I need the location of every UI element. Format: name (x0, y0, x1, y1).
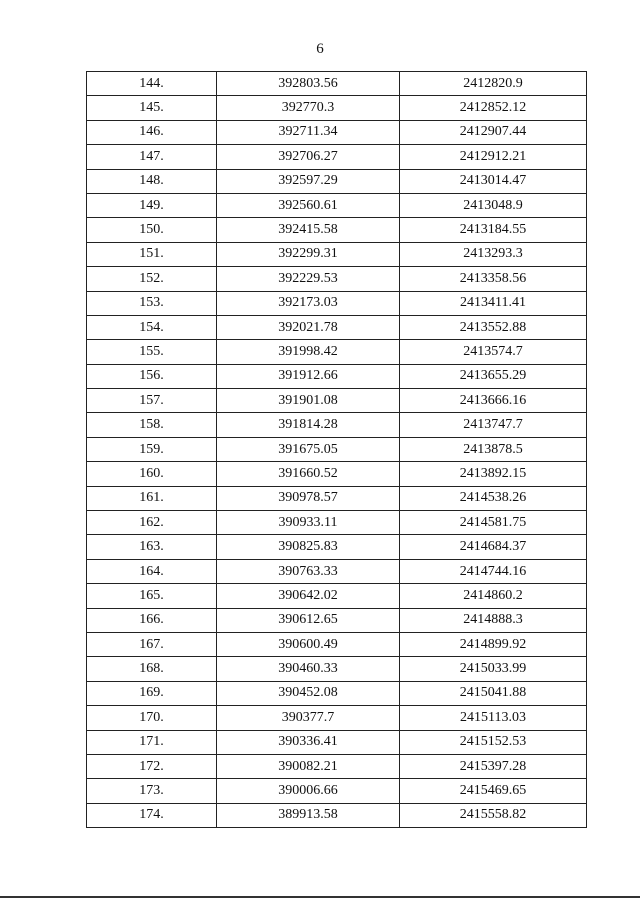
x-coordinate-cell: 390460.33 (217, 657, 400, 681)
table-row (87, 315, 587, 339)
point-number-cell: 162. (87, 511, 217, 535)
x-coordinate-cell: 392706.27 (217, 145, 400, 169)
point-number-cell: 166. (87, 608, 217, 632)
table-row (87, 681, 587, 705)
point-number-cell: 168. (87, 657, 217, 681)
y-coordinate-cell: 2413574.7 (400, 340, 587, 364)
x-coordinate-cell: 392597.29 (217, 169, 400, 193)
x-coordinate-cell: 392770.3 (217, 96, 400, 120)
table-row (87, 535, 587, 559)
page-number: 6 (316, 41, 324, 57)
x-coordinate-cell: 392803.56 (217, 72, 400, 96)
y-coordinate-cell: 2413358.56 (400, 267, 587, 291)
x-coordinate-cell: 391912.66 (217, 364, 400, 388)
point-number-cell: 174. (87, 803, 217, 827)
y-coordinate-cell: 2414684.37 (400, 535, 587, 559)
coordinates-table-body (87, 72, 587, 828)
point-number-cell: 151. (87, 242, 217, 266)
point-number-cell: 163. (87, 535, 217, 559)
point-number-cell: 149. (87, 193, 217, 217)
x-coordinate-cell: 392299.31 (217, 242, 400, 266)
table-row (87, 120, 587, 144)
point-number-cell: 156. (87, 364, 217, 388)
y-coordinate-cell: 2413014.47 (400, 169, 587, 193)
table-row (87, 584, 587, 608)
x-coordinate-cell: 391814.28 (217, 413, 400, 437)
table-row (87, 657, 587, 681)
point-number-cell: 165. (87, 584, 217, 608)
point-number-cell: 157. (87, 389, 217, 413)
x-coordinate-cell: 392415.58 (217, 218, 400, 242)
table-row (87, 437, 587, 461)
y-coordinate-cell: 2413411.41 (400, 291, 587, 315)
point-number-cell: 164. (87, 559, 217, 583)
y-coordinate-cell: 2414888.3 (400, 608, 587, 632)
point-number-cell: 170. (87, 706, 217, 730)
table-row (87, 559, 587, 583)
y-coordinate-cell: 2412907.44 (400, 120, 587, 144)
point-number-cell: 171. (87, 730, 217, 754)
x-coordinate-cell: 390763.33 (217, 559, 400, 583)
x-coordinate-cell: 390642.02 (217, 584, 400, 608)
x-coordinate-cell: 392560.61 (217, 193, 400, 217)
table-row (87, 364, 587, 388)
table-row (87, 779, 587, 803)
y-coordinate-cell: 2414744.16 (400, 559, 587, 583)
x-coordinate-cell: 390336.41 (217, 730, 400, 754)
x-coordinate-cell: 391998.42 (217, 340, 400, 364)
x-coordinate-cell: 392173.03 (217, 291, 400, 315)
table-row (87, 242, 587, 266)
table-row (87, 145, 587, 169)
point-number-cell: 169. (87, 681, 217, 705)
y-coordinate-cell: 2413048.9 (400, 193, 587, 217)
point-number-cell: 159. (87, 437, 217, 461)
x-coordinate-cell: 390006.66 (217, 779, 400, 803)
x-coordinate-cell: 392021.78 (217, 315, 400, 339)
x-coordinate-cell: 390377.7 (217, 706, 400, 730)
y-coordinate-cell: 2413184.55 (400, 218, 587, 242)
point-number-cell: 160. (87, 462, 217, 486)
table-row (87, 486, 587, 510)
table-row (87, 267, 587, 291)
y-coordinate-cell: 2414538.26 (400, 486, 587, 510)
y-coordinate-cell: 2414581.75 (400, 511, 587, 535)
point-number-cell: 153. (87, 291, 217, 315)
table-row (87, 754, 587, 778)
y-coordinate-cell: 2415033.99 (400, 657, 587, 681)
x-coordinate-cell: 390825.83 (217, 535, 400, 559)
coordinates-table (86, 71, 587, 828)
x-coordinate-cell: 389913.58 (217, 803, 400, 827)
point-number-cell: 146. (87, 120, 217, 144)
y-coordinate-cell: 2414899.92 (400, 632, 587, 656)
y-coordinate-cell: 2415152.53 (400, 730, 587, 754)
x-coordinate-cell: 391660.52 (217, 462, 400, 486)
table-row (87, 462, 587, 486)
point-number-cell: 152. (87, 267, 217, 291)
x-coordinate-cell: 390082.21 (217, 754, 400, 778)
y-coordinate-cell: 2413878.5 (400, 437, 587, 461)
table-row (87, 169, 587, 193)
table-row (87, 413, 587, 437)
x-coordinate-cell: 392711.34 (217, 120, 400, 144)
bottom-rule (0, 896, 640, 898)
point-number-cell: 144. (87, 72, 217, 96)
point-number-cell: 158. (87, 413, 217, 437)
x-coordinate-cell: 391675.05 (217, 437, 400, 461)
table-row (87, 608, 587, 632)
y-coordinate-cell: 2413747.7 (400, 413, 587, 437)
x-coordinate-cell: 390600.49 (217, 632, 400, 656)
point-number-cell: 154. (87, 315, 217, 339)
y-coordinate-cell: 2412820.9 (400, 72, 587, 96)
table-row (87, 291, 587, 315)
table-row (87, 803, 587, 827)
table-row (87, 96, 587, 120)
x-coordinate-cell: 392229.53 (217, 267, 400, 291)
y-coordinate-cell: 2415113.03 (400, 706, 587, 730)
point-number-cell: 145. (87, 96, 217, 120)
y-coordinate-cell: 2412852.12 (400, 96, 587, 120)
y-coordinate-cell: 2415397.28 (400, 754, 587, 778)
y-coordinate-cell: 2415041.88 (400, 681, 587, 705)
x-coordinate-cell: 390612.65 (217, 608, 400, 632)
point-number-cell: 155. (87, 340, 217, 364)
y-coordinate-cell: 2413293.3 (400, 242, 587, 266)
point-number-cell: 161. (87, 486, 217, 510)
y-coordinate-cell: 2413655.29 (400, 364, 587, 388)
table-row (87, 706, 587, 730)
table-row (87, 632, 587, 656)
point-number-cell: 148. (87, 169, 217, 193)
y-coordinate-cell: 2415558.82 (400, 803, 587, 827)
x-coordinate-cell: 390452.08 (217, 681, 400, 705)
table-row (87, 389, 587, 413)
y-coordinate-cell: 2414860.2 (400, 584, 587, 608)
y-coordinate-cell: 2412912.21 (400, 145, 587, 169)
point-number-cell: 150. (87, 218, 217, 242)
x-coordinate-cell: 390978.57 (217, 486, 400, 510)
table-row (87, 511, 587, 535)
point-number-cell: 167. (87, 632, 217, 656)
x-coordinate-cell: 391901.08 (217, 389, 400, 413)
y-coordinate-cell: 2415469.65 (400, 779, 587, 803)
y-coordinate-cell: 2413892.15 (400, 462, 587, 486)
point-number-cell: 173. (87, 779, 217, 803)
point-number-cell: 172. (87, 754, 217, 778)
table-row (87, 193, 587, 217)
x-coordinate-cell: 390933.11 (217, 511, 400, 535)
table-row (87, 218, 587, 242)
table-row (87, 72, 587, 96)
point-number-cell: 147. (87, 145, 217, 169)
table-row (87, 340, 587, 364)
table-row (87, 730, 587, 754)
y-coordinate-cell: 2413552.88 (400, 315, 587, 339)
y-coordinate-cell: 2413666.16 (400, 389, 587, 413)
